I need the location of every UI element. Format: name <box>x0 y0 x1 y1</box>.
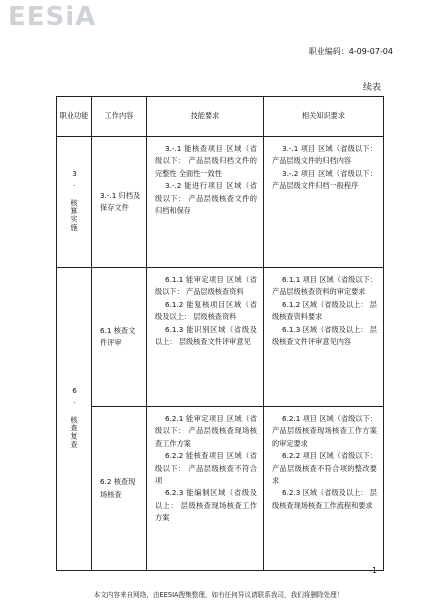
skills-table <box>56 96 384 571</box>
eesia-logo: EESiA <box>8 2 97 32</box>
function-cell <box>57 268 92 571</box>
table-row <box>57 407 384 571</box>
knowledge-item: 6.1.3 区域（省级及以上： 层级核查文件评审意见内容 <box>272 324 377 347</box>
knowledge-item: 3.-.1 项目 区域（省级以下： 产品层级文件的归档内容 <box>272 144 377 166</box>
work-content-cell: 6.2 核查现场核查 <box>92 407 147 571</box>
knowledge-item: 6.2.3 区域（省级及以上： 层级核查现场核查工作流程和要求 <box>272 488 377 510</box>
skill-item: 6.2.1 能审定项目 区域（省级以下： 产品层级核查现场核查工作方案 <box>155 414 257 448</box>
header-function: 职业功能 <box>57 97 92 137</box>
occupation-code: 职业编码：4-09-07-04 <box>308 47 393 56</box>
knowledge-cell <box>264 407 384 571</box>
knowledge-item: 6.1.1 项目 区域（省级以下： 产品层级核查资料的审定要求 <box>272 275 377 297</box>
page-number: -1 <box>369 566 377 575</box>
continued-label: 续表 <box>362 83 381 93</box>
table-row <box>57 137 384 268</box>
work-content-cell: 3.-.1 归档及保存文件 <box>92 137 147 268</box>
header-content: 工作内容 <box>92 97 147 137</box>
skill-item: 3.-.1 能核查项目 区域（省级以下： 产品层级归档文件的完整性 全面性一致性 <box>155 144 257 178</box>
function-label: 3. 核算实施 <box>70 169 79 232</box>
knowledge-cell <box>264 268 384 407</box>
skill-item: 3.-.2 能进行项目 区域（省级以下： 产品层级核查文件的归档和保存 <box>155 181 257 216</box>
skill-item: 6.1.3 能识别区域（省级及以上： 层级核查文件评审意见 <box>155 324 257 347</box>
knowledge-item: 6.1.2 区域（省级及以上： 层级核查资料要求 <box>272 299 377 322</box>
function-label: 6. 核查复查 <box>70 386 79 449</box>
skill-item: 6.1.1 能审定项目 区域（省级以下： 产品层级核查资料 <box>155 275 257 297</box>
skills-cell <box>147 268 264 407</box>
header-skills: 技能要求 <box>147 97 264 137</box>
knowledge-item: 6.2.1 项目 区域（省级以下： 产品层级核查现场核查工作方案的审定要求 <box>272 414 377 448</box>
skill-item: 6.1.2 能复核项目区域（省级及以上： 层级核查资料 <box>155 299 257 322</box>
knowledge-item: 6.2.2 项目 区域（省级以下： 产品层级核查不符合项的整改要求 <box>272 451 377 486</box>
header-knowledge: 相关知识要求 <box>264 97 384 137</box>
table-header <box>57 97 384 137</box>
knowledge-item: 3.-.2 项目 区域（省级以下： 产品层级文件归档一般程序 <box>272 168 377 191</box>
skill-item: 6.2.3 能编制区域（省级及以上： 层级核查现场核查工作方案 <box>155 488 257 523</box>
skills-cell <box>147 137 264 268</box>
skill-item: 6.2.2 能核查项目 区域（省级以下： 产品层级核查不符合项 <box>155 451 257 486</box>
skills-cell <box>147 407 264 571</box>
function-cell <box>57 137 92 268</box>
work-content-cell: 6.1 核查文件评审 <box>92 268 147 407</box>
table-row <box>57 268 384 407</box>
footer-disclaimer: 本文内容来自网络，由EESIA搜集整理，如有任何异议请联系我司，我们将删除处理！ <box>93 591 344 599</box>
knowledge-cell <box>264 137 384 268</box>
